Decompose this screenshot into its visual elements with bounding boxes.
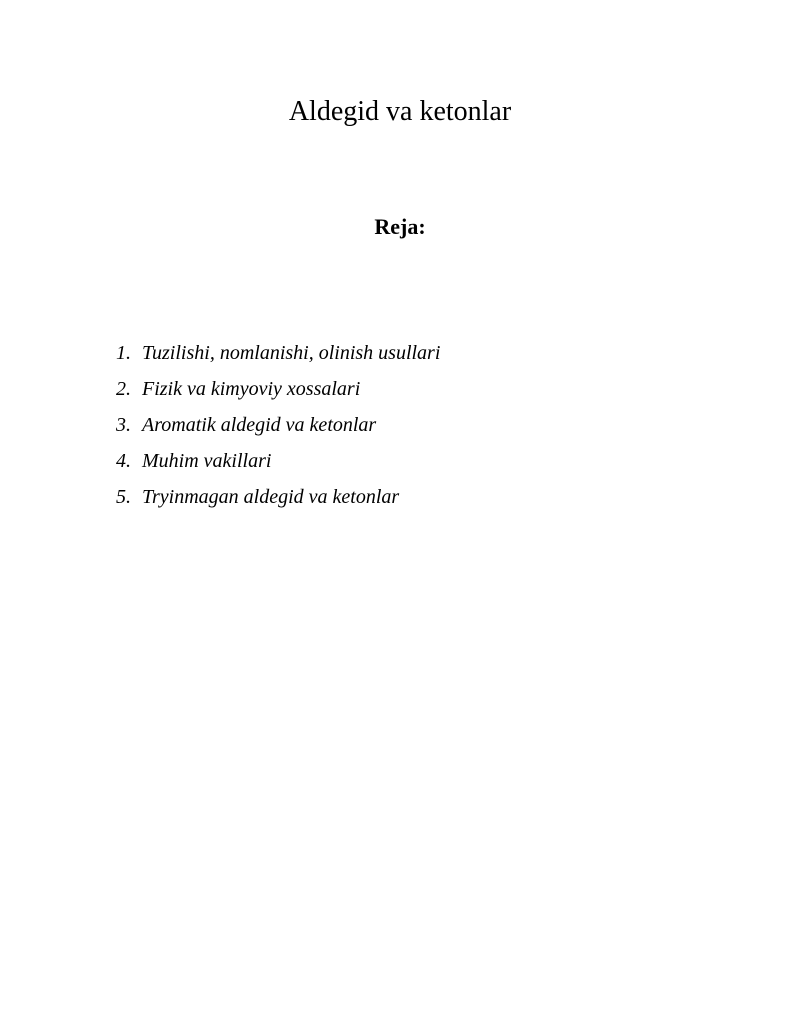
plan-item-1 <box>116 338 716 374</box>
plan-item-text: Tryinmagan aldegid va ketonlar <box>142 486 400 508</box>
document-title: Aldegid va ketonlar <box>288 96 512 127</box>
plan-item-4 <box>116 446 716 482</box>
plan-item-number: 3. <box>116 414 131 436</box>
plan-item-text: Muhim vakillari <box>142 450 272 472</box>
plan-item-number: 5. <box>116 486 131 508</box>
plan-item-3 <box>116 410 716 446</box>
plan-item-text: Aromatik aldegid va ketonlar <box>142 414 377 436</box>
plan-list <box>116 338 716 518</box>
plan-item-5 <box>116 482 716 518</box>
plan-heading: Reja: <box>374 214 426 239</box>
plan-item-text: Fizik va kimyoviy xossalari <box>142 378 361 400</box>
plan-item-number: 4. <box>116 450 131 472</box>
plan-item-text: Tuzilishi, nomlanishi, olinish usullari <box>142 342 441 364</box>
plan-item-number: 2. <box>116 378 131 400</box>
plan-item-number: 1. <box>116 342 131 364</box>
plan-item-2 <box>116 374 716 410</box>
